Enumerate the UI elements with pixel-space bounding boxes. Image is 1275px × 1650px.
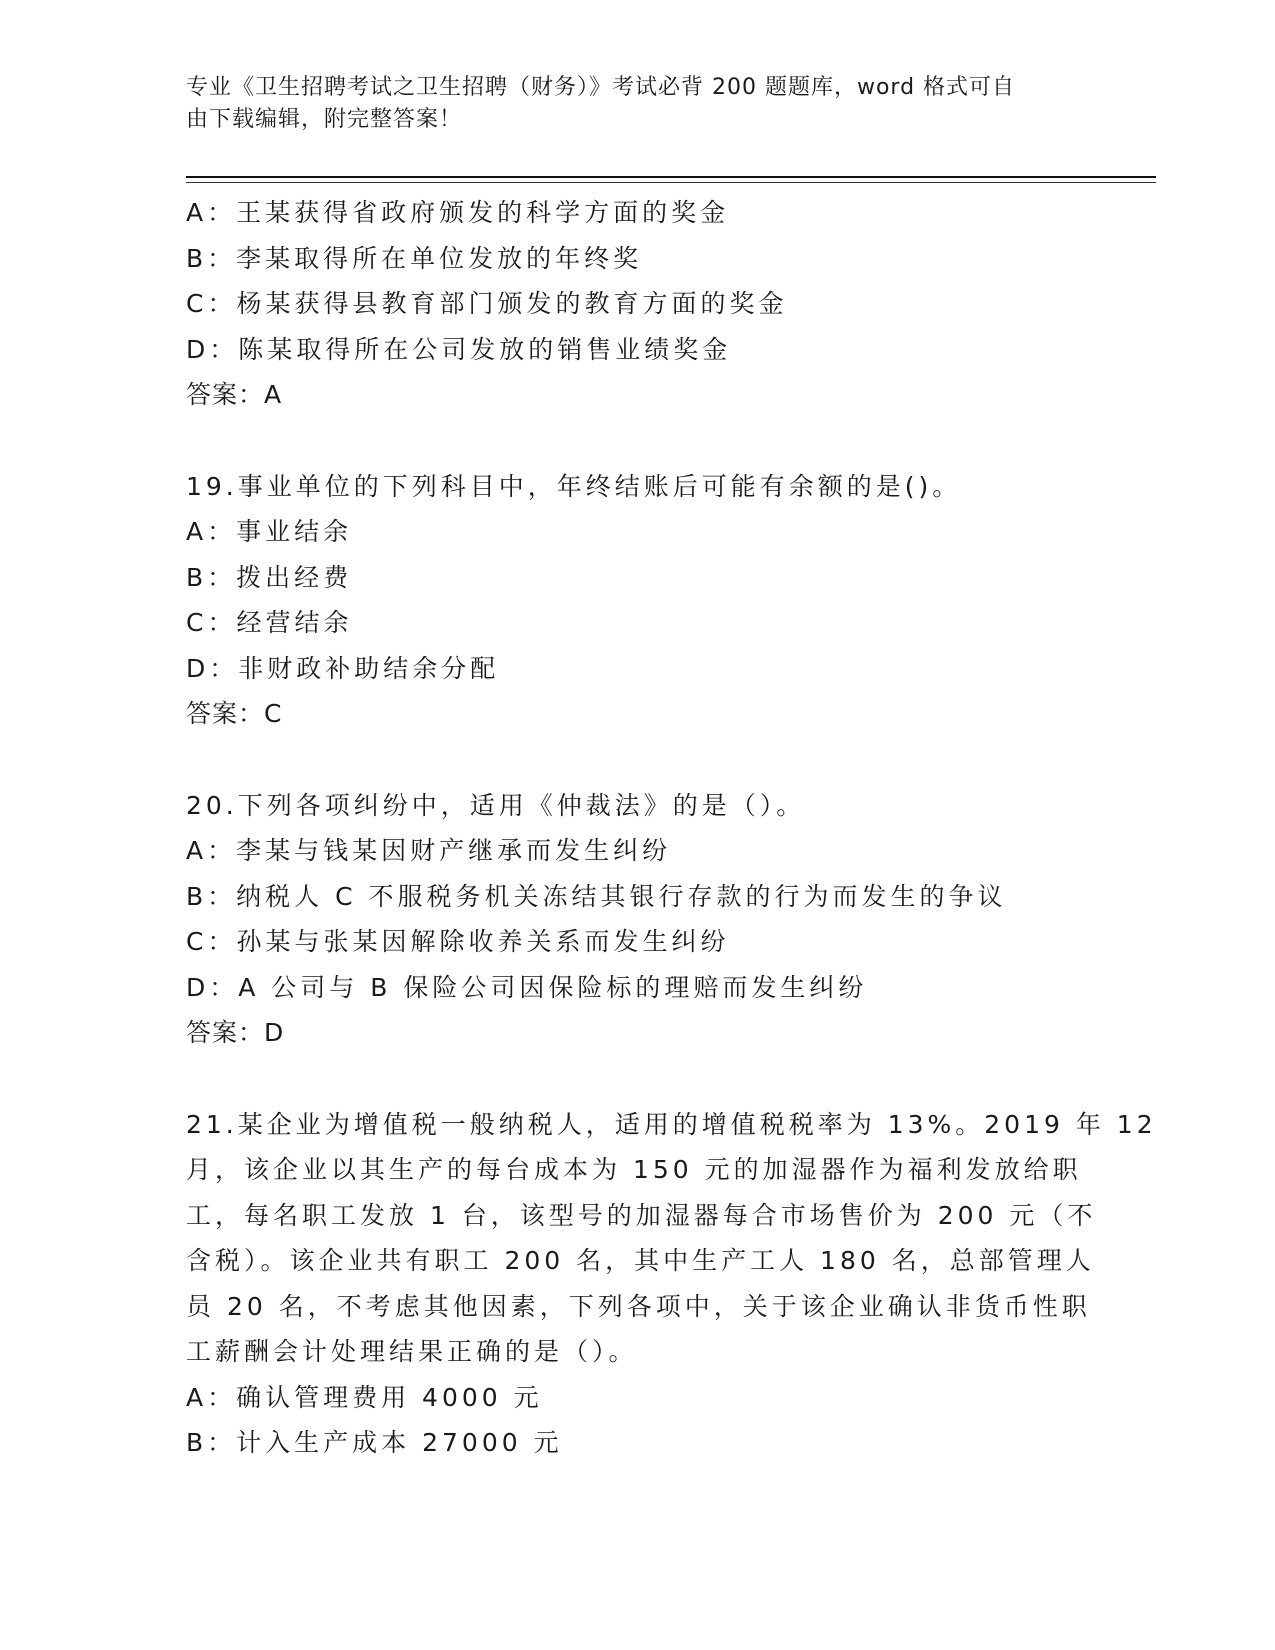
question-stem: 20.下列各项纠纷中，适用《仲裁法》的是（）。: [186, 790, 806, 820]
question-stem-line-3: 工，每名职工发放 1 台，该型号的加湿器每合市场售价为 200 元（不: [186, 1200, 1097, 1230]
option-a: A：王某获得省政府颁发的科学方面的奖金: [186, 198, 730, 227]
spacer: [186, 1056, 1086, 1102]
option-c: C：经营结余: [186, 608, 353, 637]
question-18: [186, 190, 1086, 418]
question-stem-line-6: 工薪酬会计处理结果正确的是（）。: [186, 1337, 638, 1366]
header-divider-thick: [186, 176, 1156, 178]
answer: 答案：D: [186, 1018, 285, 1047]
option-c: C：杨某获得县教育部门颁发的教育方面的奖金: [186, 289, 788, 318]
answer: 答案：A: [186, 380, 283, 409]
question-stem: 19.事业单位的下列科目中，年终结账后可能有余额的是()。: [186, 471, 962, 501]
header-line-2: 由下载编辑，附完整答案！: [186, 107, 463, 132]
question-21: [186, 1102, 1157, 1466]
option-d: D：A 公司与 B 保险公司因保险标的理赔而发生纠纷: [186, 972, 868, 1002]
spacer: [186, 737, 1086, 783]
question-stem-line-1: 21.某企业为增值税一般纳税人，适用的增值税税率为 13%。2019 年 12: [186, 1109, 1157, 1139]
option-a: A：李某与钱某因财产继承而发生纠纷: [186, 836, 672, 865]
option-b: B：李某取得所在单位发放的年终奖: [186, 243, 643, 273]
option-b: B：计入生产成本 27000 元: [186, 1428, 563, 1457]
option-d: D：陈某取得所在公司发放的销售业绩奖金: [186, 334, 732, 364]
question-stem-line-5: 员 20 名，不考虑其他因素，下列各项中，关于该企业确认非货币性职: [186, 1291, 1091, 1321]
question-stem-line-2: 月，该企业以其生产的每台成本为 150 元的加湿器作为福利发放给职: [186, 1155, 1082, 1184]
question-list: [186, 190, 1157, 1466]
question-stem-line-4: 含税）。该企业共有职工 200 名，其中生产工人 180 名，总部管理人: [186, 1246, 1095, 1275]
header-line-1: 专业《卫生招聘考试之卫生招聘（财务）》考试必背 200 题题库，word 格式可自: [186, 75, 1016, 100]
answer: 答案：C: [186, 699, 283, 728]
option-d: D：非财政补助结余分配: [186, 653, 500, 683]
option-a: A：事业结余: [186, 517, 353, 546]
option-b: B：拨出经费: [186, 562, 353, 592]
option-c: C：孙某与张某因解除收养关系而发生纠纷: [186, 927, 730, 956]
question-20: [186, 783, 1086, 1056]
question-19: [186, 464, 1086, 737]
spacer: [186, 418, 1086, 464]
document-header: [186, 72, 1066, 136]
header-divider-thin: [186, 182, 1156, 183]
option-a: A：确认管理费用 4000 元: [186, 1382, 543, 1412]
option-b: B：纳税人 C 不服税务机关冻结其银行存款的行为而发生的争议: [186, 881, 1007, 911]
